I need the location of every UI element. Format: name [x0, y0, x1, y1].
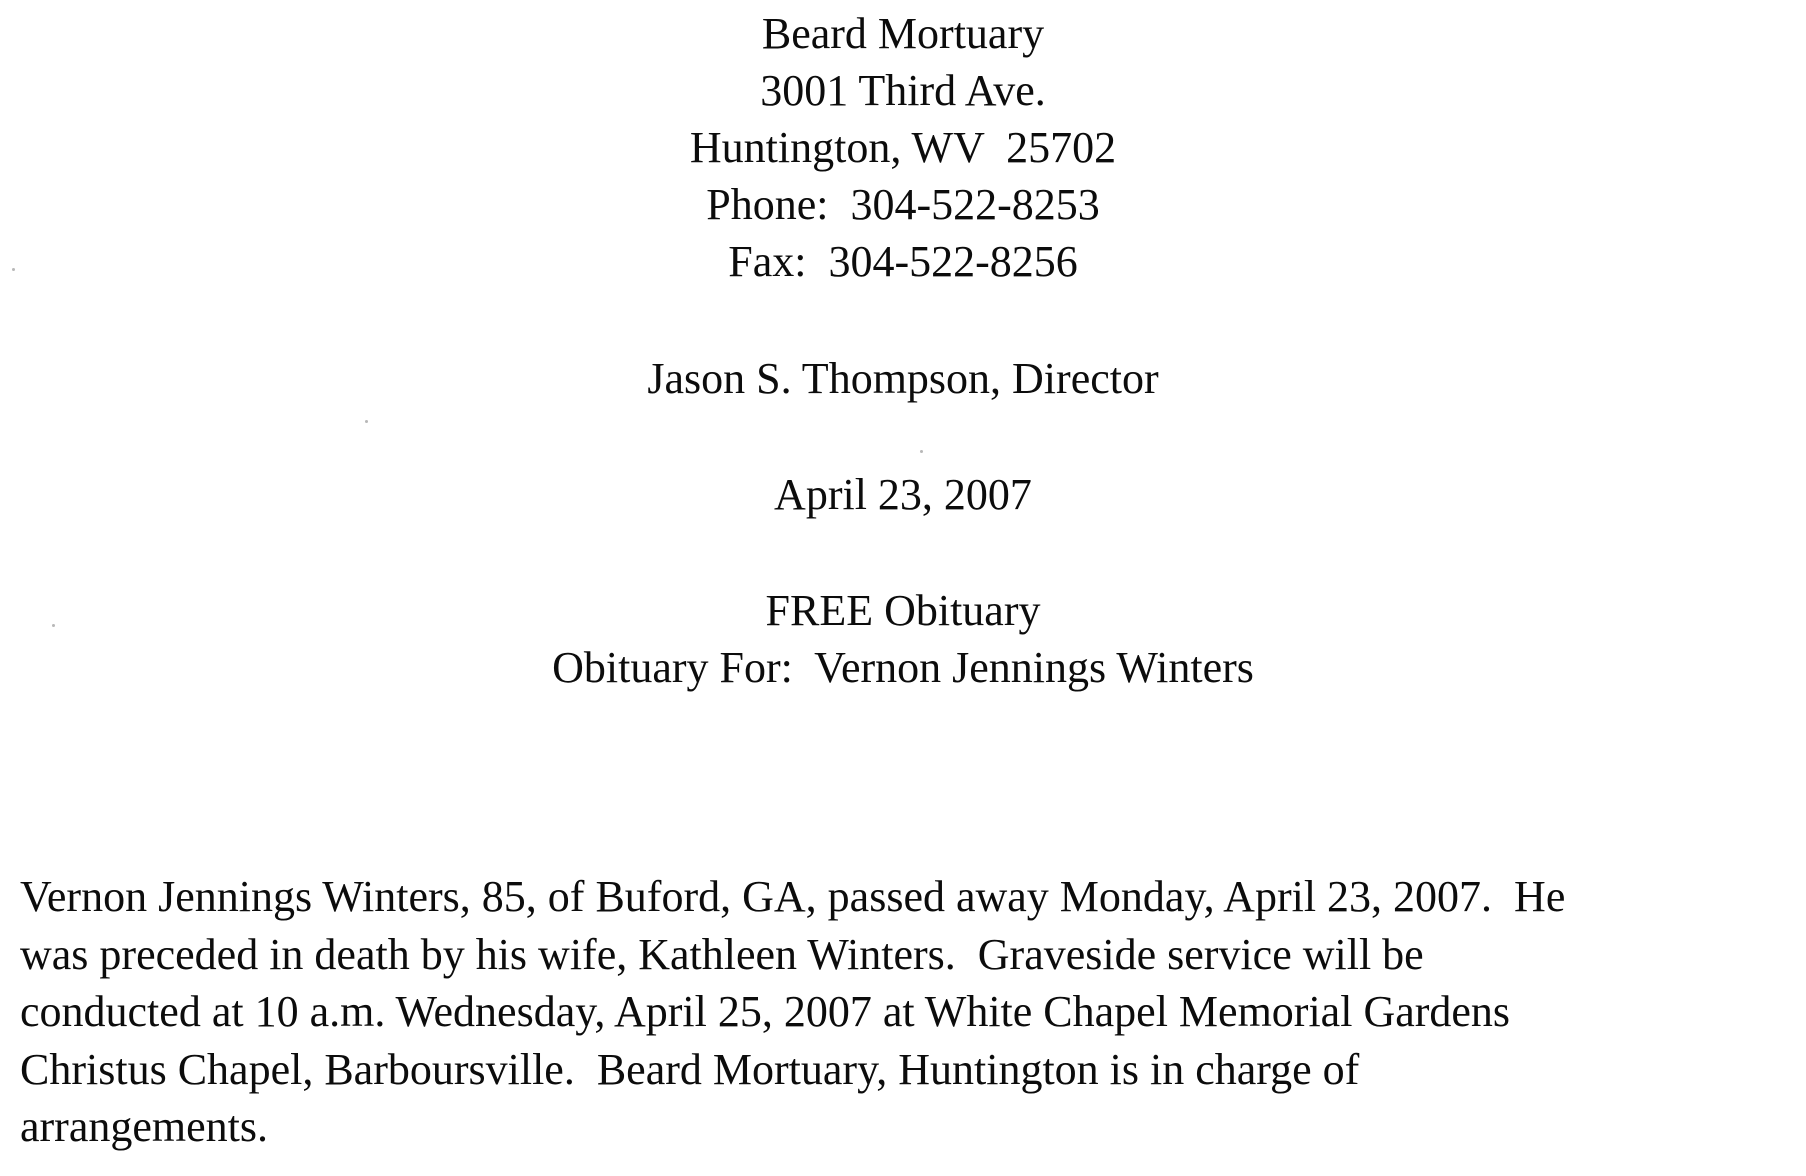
body-line: Christus Chapel, Barboursville. Beard Mortuary, Huntington is in charge of — [20, 1044, 1360, 1094]
scan-speck — [920, 450, 923, 453]
letterhead — [0, 5, 1806, 290]
document-date: April 23, 2007 — [774, 470, 1032, 519]
mortuary-name: Beard Mortuary — [761, 9, 1045, 58]
body-line: was preceded in death by his wife, Kathleen Winters. Graveside service will be — [20, 929, 1424, 979]
body-line: conducted at 10 a.m. Wednesday, April 25, 2007 at White Chapel Memorial Gardens — [20, 987, 1511, 1036]
phone-number: Phone: 304-522-8253 — [706, 180, 1100, 229]
director-line — [0, 350, 1806, 407]
body-line: arrangements. — [20, 1102, 268, 1151]
scan-speck — [12, 268, 15, 271]
obituary-label: FREE Obituary — [765, 586, 1041, 635]
scan-speck — [365, 420, 368, 423]
director-name: Jason S. Thompson, Director — [647, 354, 1159, 403]
body-line: Vernon Jennings Winters, 85, of Buford, GA, passed away Monday, April 23, 2007. He — [20, 872, 1566, 921]
city-state-zip: Huntington, WV 25702 — [689, 123, 1117, 172]
date-line — [0, 466, 1806, 523]
obituary-heading — [0, 582, 1806, 696]
street-address: 3001 Third Ave. — [760, 66, 1046, 115]
obituary-body — [20, 868, 1806, 1156]
fax-number: Fax: 304-522-8256 — [728, 237, 1078, 286]
obituary-for-line: Obituary For: Vernon Jennings Winters — [552, 643, 1254, 692]
scan-speck — [52, 624, 55, 627]
